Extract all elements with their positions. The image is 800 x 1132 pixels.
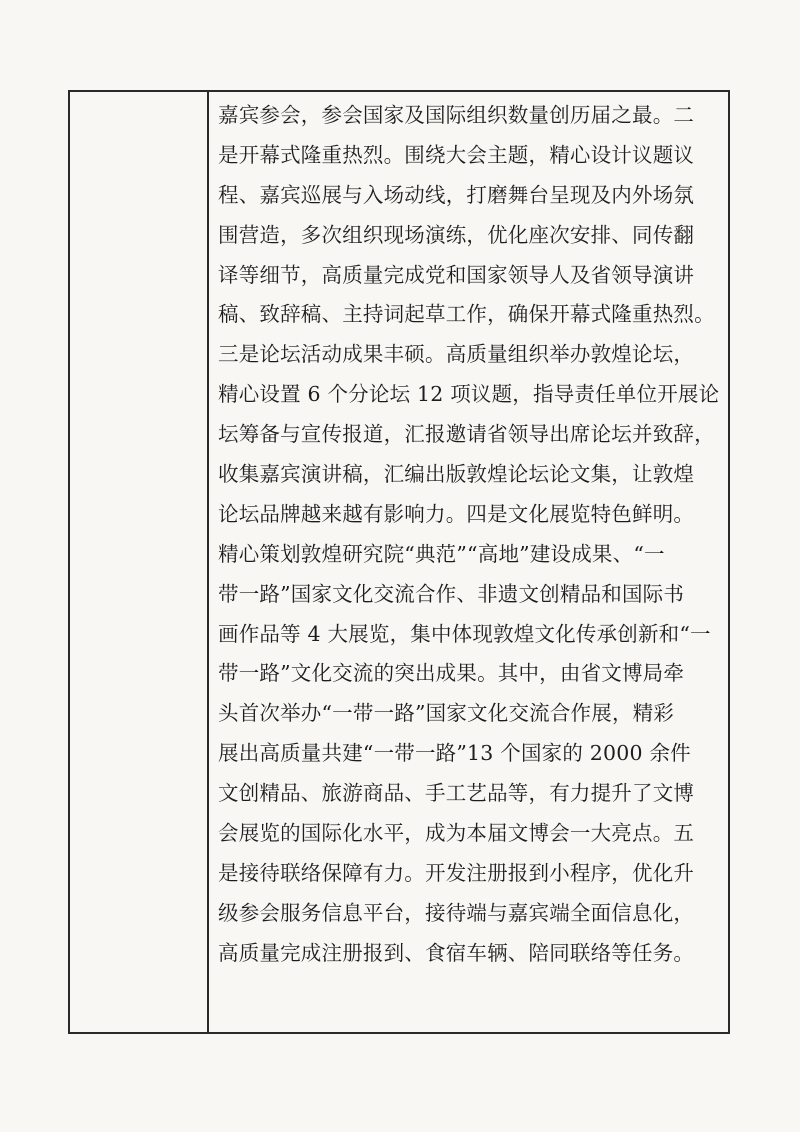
- text-line: 是开幕式隆重热烈。围绕大会主题，精心设计议题议: [218, 142, 695, 167]
- text-line: 精心设置 6 个分论坛 12 项议题，指导责任单位开展论: [218, 382, 720, 407]
- text-line: 论坛品牌越来越有影响力。四是文化展览特色鲜明。: [218, 501, 695, 526]
- column-divider: [207, 90, 209, 1034]
- text-line: 嘉宾参会，参会国家及国际组织数量创历届之最。二: [218, 103, 695, 127]
- text-line: 文创精品、旅游商品、手工艺品等，有力提升了文博: [218, 781, 695, 806]
- text-line: 坛筹备与宣传报道，汇报邀请省领导出席论坛并致辞，: [218, 422, 715, 447]
- text-line: 级参会服务信息平台，接待端与嘉宾端全面信息化，: [218, 900, 695, 925]
- text-line: 展出高质量共建“一带一路”13 个国家的 2000 余件: [218, 741, 691, 766]
- text-line: 会展览的国际化水平，成为本届文博会一大亮点。五: [218, 821, 695, 846]
- text-line: 带一路”国家文化交流合作、非遗文创精品和国际书: [218, 581, 685, 606]
- text-line: 收集嘉宾演讲稿，汇编出版敦煌论坛论文集，让敦煌: [218, 462, 695, 487]
- content-cell: [218, 96, 718, 974]
- text-line: 三是论坛活动成果丰硕。高质量组织举办敦煌论坛，: [218, 342, 695, 367]
- text-line: 稿、致辞稿、主持词起草工作，确保开幕式隆重热烈。: [218, 302, 715, 327]
- text-line: 带一路”文化交流的突出成果。其中，由省文博局牵: [218, 661, 685, 686]
- text-line: 头首次举办“一带一路”国家文化交流合作展，精彩: [218, 701, 675, 726]
- text-line: 高质量完成注册报到、食宿车辆、陪同联络等任务。: [218, 940, 695, 965]
- text-line: 程、嘉宾巡展与入场动线，打磨舞台呈现及内外场氛: [218, 182, 695, 207]
- left-column-cell: [70, 92, 207, 1032]
- text-line: 精心策划敦煌研究院“典范”“高地”建设成果、“一: [218, 541, 665, 566]
- text-line: 译等细节，高质量完成党和国家领导人及省领导演讲: [218, 262, 695, 287]
- text-line: 画作品等 4 大展览，集中体现敦煌文化传承创新和“一: [218, 621, 711, 646]
- text-line: 是接待联络保障有力。开发注册报到小程序，优化升: [218, 860, 695, 885]
- text-line: 围营造，多次组织现场演练，优化座次安排、同传翻: [218, 222, 695, 247]
